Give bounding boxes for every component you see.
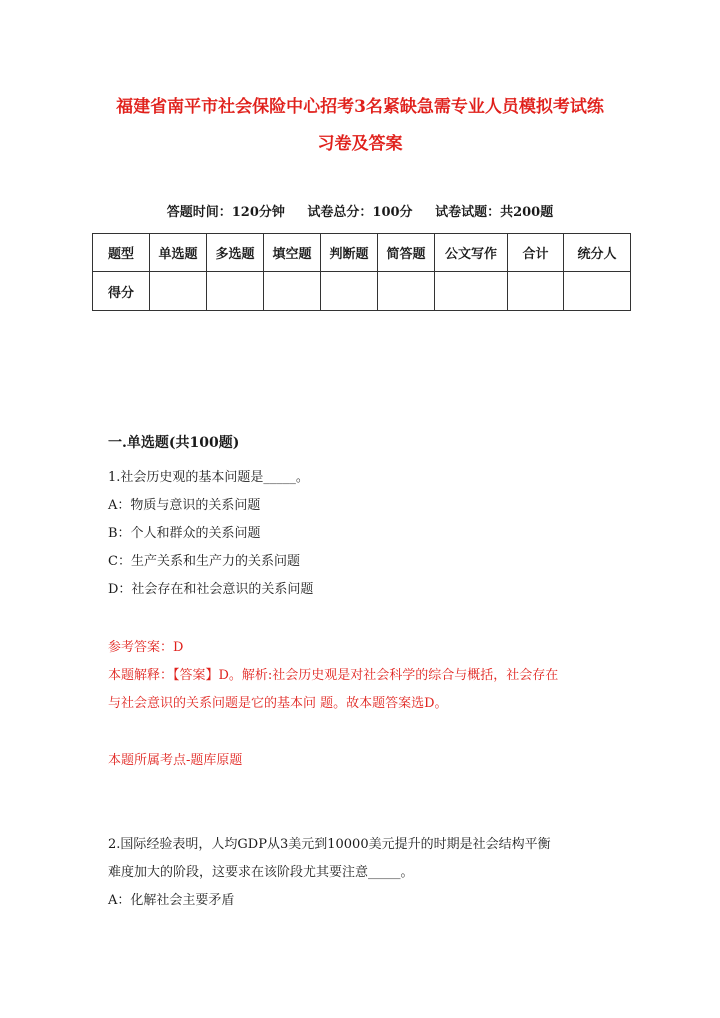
- meta-total: 试卷总分：100分: [307, 205, 413, 220]
- question-1-option-c: C：生产关系和生产力的关系问题: [108, 554, 300, 569]
- header-cell: 多选题: [207, 234, 264, 272]
- score-cell: [207, 272, 264, 311]
- meta-time: 答题时间：120分钟: [166, 205, 285, 220]
- header-cell: 题型: [93, 234, 150, 272]
- doc-title-line2: 习卷及答案: [317, 134, 403, 154]
- score-cell: [264, 272, 321, 311]
- question-2-stem-line2: 难度加大的阶段，这要求在该阶段尤其要注意_____。: [108, 865, 414, 880]
- question-1-option-b: B：个人和群众的关系问题: [108, 526, 261, 541]
- score-cell: [150, 272, 207, 311]
- question-1-option-d: D：社会存在和社会意识的关系问题: [108, 582, 314, 597]
- question-1-stem: 1.社会历史观的基本问题是_____。: [108, 470, 309, 485]
- header-cell: 合计: [508, 234, 564, 272]
- doc-title-line1: 福建省南平市社会保险中心招考3名紧缺急需专业人员模拟考试练: [116, 97, 604, 117]
- header-cell: 判断题: [321, 234, 378, 272]
- header-cell: 单选题: [150, 234, 207, 272]
- score-row-label: 得分: [93, 272, 150, 311]
- score-cell: [508, 272, 564, 311]
- meta-count: 试卷试题：共200题: [435, 205, 554, 220]
- question-1-option-a: A：物质与意识的关系问题: [108, 498, 261, 513]
- header-cell: 公文写作: [435, 234, 508, 272]
- question-1-source: 本题所属考点-题库原题: [108, 753, 243, 768]
- question-1-explanation-line1: 本题解释：【答案】D。解析:社会历史观是对社会科学的综合与概括，社会存在: [108, 668, 559, 683]
- score-cell: [435, 272, 508, 311]
- exam-meta: [0, 201, 720, 220]
- score-cell: [564, 272, 631, 311]
- header-cell: 统分人: [564, 234, 631, 272]
- score-table-header-row: [93, 234, 631, 272]
- header-cell: 简答题: [378, 234, 435, 272]
- score-table-score-row: [93, 272, 631, 311]
- question-2-option-a: A：化解社会主要矛盾: [108, 893, 235, 908]
- section-heading: 一.单选题(共100题): [108, 435, 240, 451]
- question-1-explanation-line2: 与社会意识的关系问题是它的基本问 题。故本题答案选D。: [108, 696, 448, 711]
- question-1-answer: 参考答案：D: [108, 640, 184, 655]
- score-cell: [378, 272, 435, 311]
- score-cell: [321, 272, 378, 311]
- score-table: [92, 233, 631, 311]
- header-cell: 填空题: [264, 234, 321, 272]
- question-2-stem-line1: 2.国际经验表明，人均GDP从3美元到10000美元提升的时期是社会结构平衡: [108, 837, 551, 852]
